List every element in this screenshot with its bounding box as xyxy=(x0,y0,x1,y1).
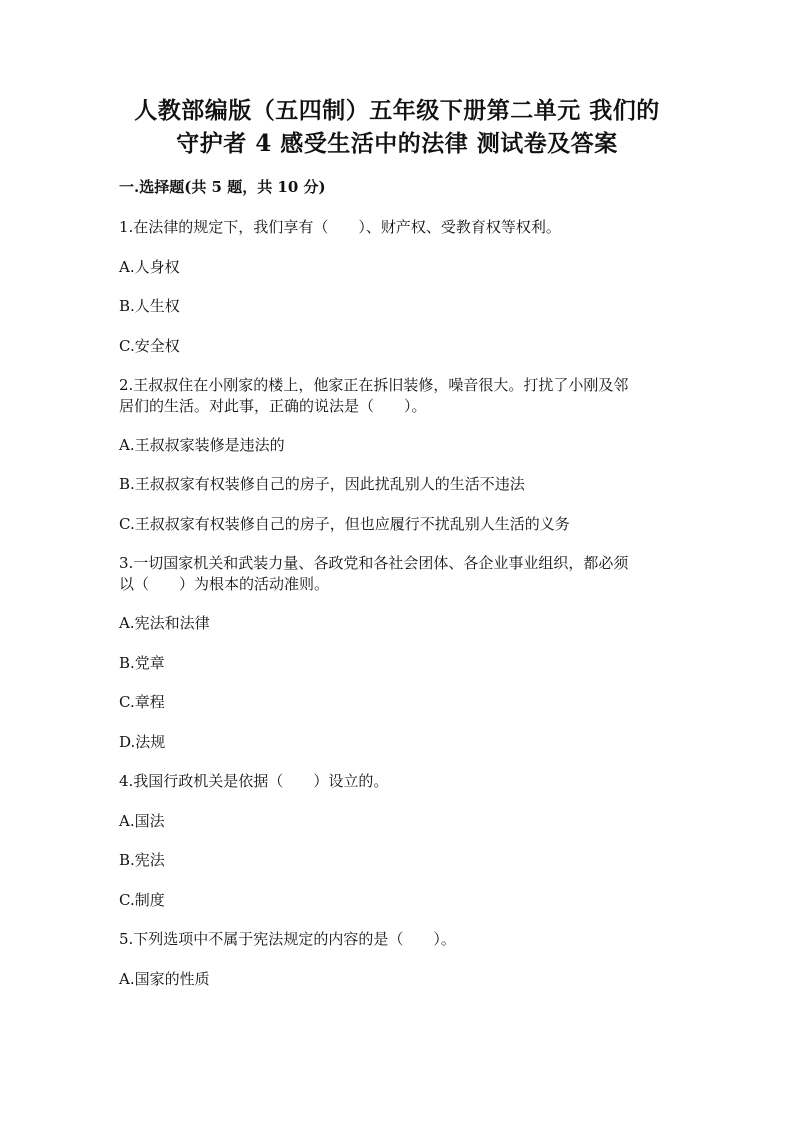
document-title-line-2: 守护者 4 感受生活中的法律 测试卷及答案 xyxy=(176,130,618,157)
question-5-stem: 5.下列选项中不属于宪法规定的内容的是（ ）。 xyxy=(119,930,456,948)
question-1-option-c: C.安全权 xyxy=(119,337,180,355)
question-3-stem-line-1: 3.一切国家机关和武装力量、各政党和各社会团体、各企业事业组织，都必须 xyxy=(119,554,629,572)
question-2-option-a: A.王叔叔家装修是违法的 xyxy=(119,436,285,454)
section-heading: 一.选择题(共 5 题，共 10 分) xyxy=(119,178,326,196)
question-2-option-c: C.王叔叔家有权装修自己的房子，但也应履行不扰乱别人生活的义务 xyxy=(119,515,570,533)
question-3-option-a: A.宪法和法律 xyxy=(119,614,210,632)
question-4-option-c: C.制度 xyxy=(119,891,165,909)
question-3-option-c: C.章程 xyxy=(119,693,165,711)
question-3-stem-line-2: 以（ ）为根本的活动准则。 xyxy=(119,575,330,593)
question-1-option-a: A.人身权 xyxy=(119,258,180,276)
question-3-option-d: D.法规 xyxy=(119,733,166,751)
question-5-option-a: A.国家的性质 xyxy=(119,970,210,988)
question-2-option-b: B.王叔叔家有权装修自己的房子，因此扰乱别人的生活不违法 xyxy=(119,475,525,493)
question-4-stem: 4.我国行政机关是依据（ ）设立的。 xyxy=(119,772,389,790)
question-1-option-b: B.人生权 xyxy=(119,297,180,315)
question-1-stem: 1.在法律的规定下，我们享有（ ）、财产权、受教育权等权利。 xyxy=(119,218,561,236)
document-title-line-1: 人教部编版（五四制）五年级下册第二单元 我们的 xyxy=(134,97,660,124)
question-2-stem-line-1: 2.王叔叔住在小刚家的楼上，他家正在拆旧装修，噪音很大。打扰了小刚及邻 xyxy=(119,376,629,394)
question-4-option-b: B.宪法 xyxy=(119,851,165,869)
question-4-option-a: A.国法 xyxy=(119,812,165,830)
question-2-stem-line-2: 居们的生活。对此事，正确的说法是（ ）。 xyxy=(119,397,427,415)
question-3-option-b: B.党章 xyxy=(119,654,165,672)
